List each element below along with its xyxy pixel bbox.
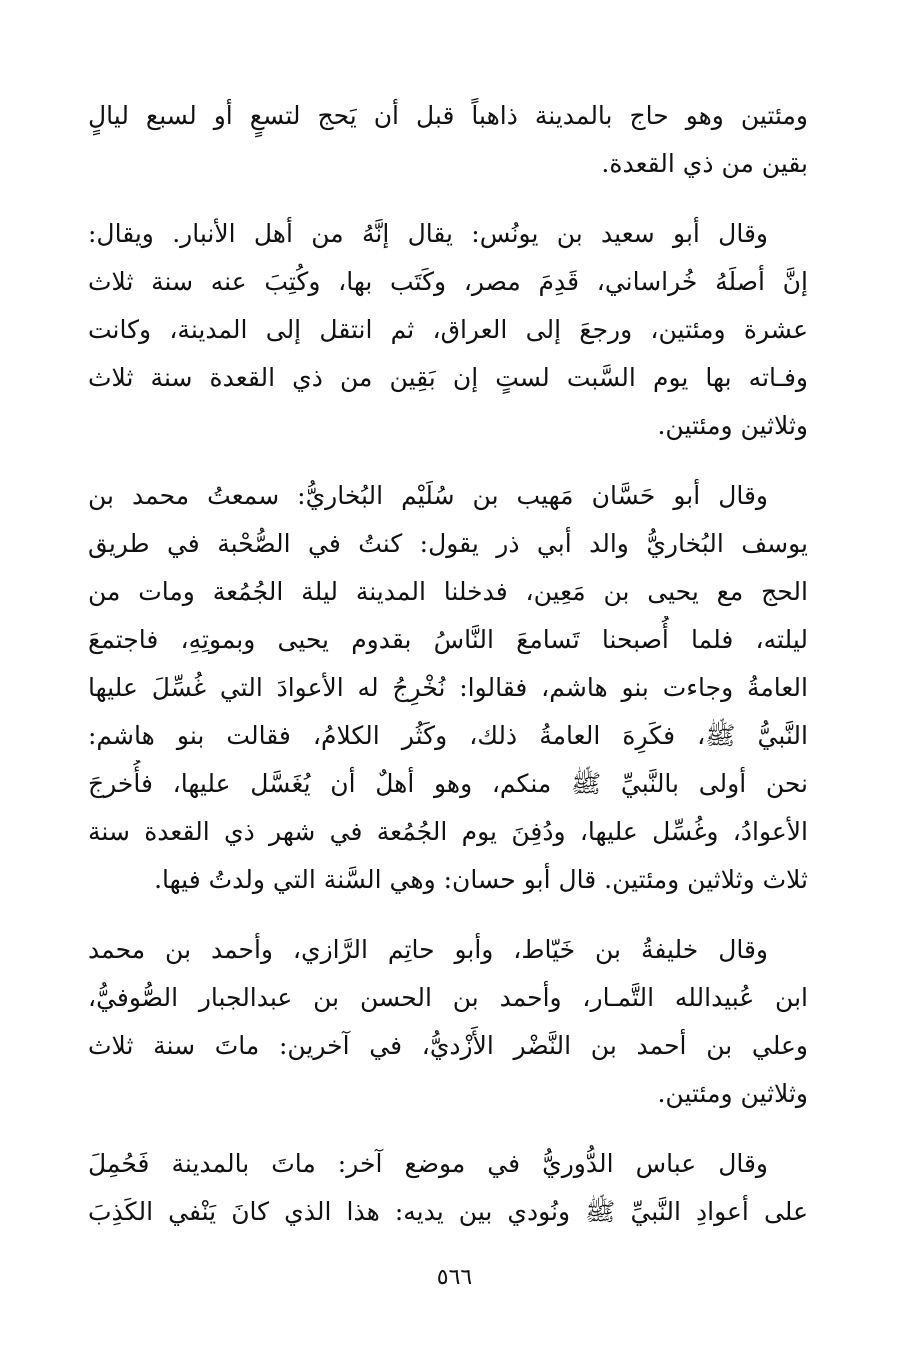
text-line: وعلي بن أحمد بن النَّضْر الأَزْديُّ، في آخرين: ماتَ سنة ثلاث	[88, 1031, 808, 1060]
text-line: ومئتين وهو حاج بالمدينة ذاهباً قبل أن يَحج لتسعٍ أو لسبع ليالٍ	[88, 101, 808, 130]
text-line: وثلاثين ومئتين.	[657, 411, 808, 440]
text-line: على أعوادِ النَّبيِّ ﷺ ونُودي بين يديه: هذا الذي كانَ يَنْفي الكَذِبَ	[88, 1197, 808, 1226]
text-line: وقال خليفةُ بن خَيّاط، وأبو حاتِم الرَّازي، وأحمد بن محمد	[88, 935, 768, 964]
paragraph-2	[88, 210, 808, 450]
text-line: نحن أولى بالنَّبيِّ ﷺ منكم، وهو أهلٌ أن يُغَسَّل عليها، فأُخرجَ	[88, 769, 808, 798]
text-line: وثلاثين ومئتين.	[657, 1079, 808, 1108]
text-line: يوسف البُخاريُّ والد أبي ذر يقول: كنتُ في الصُّحْبة في طريق	[88, 529, 808, 558]
paragraph-3	[88, 472, 808, 904]
text-line: وقال أبو حَسَّان مَهيب بن سُلَيْم البُخاريُّ: سمعتُ محمد بن	[88, 481, 768, 510]
text-line: النَّبيُّ ﷺ، فكَرِهَ العامةُ ذلك، وكَثُر الكلامُ، فقالت بنو هاشم:	[88, 721, 808, 750]
text-line: بقين من ذي القعدة.	[601, 149, 808, 178]
text-line: عشرة ومئتين، ورجعَ إلى العراق، ثم انتقل إلى المدينة، وكانت	[88, 315, 808, 344]
page-number: ٥٦٦	[436, 1265, 473, 1290]
text-line: وقال عباس الدُّوريُّ في موضع آخر: ماتَ بالمدينة فَحُمِلَ	[88, 1149, 768, 1178]
text-line: ابن عُبيدالله التَّمـار، وأحمد بن الحسن بن عبدالجبار الصُّوفيُّ،	[88, 983, 808, 1012]
paragraph-4	[88, 926, 808, 1118]
text-line: ثلاث وثلاثين ومئتين. قال أبو حسان: وهي السَّنة التي ولدتُ فيها.	[154, 865, 808, 894]
text-line: ليلته، فلما أُصبحنا تَسامعَ النَّاسُ بقدوم يحيى وبموتِهِ، فاجتمعَ	[88, 625, 808, 654]
page-body	[88, 92, 808, 1258]
text-line: وقال أبو سعيد بن يونُس: يقال إنَّهُ من أهل الأنبار. ويقال:	[88, 219, 768, 248]
text-line: إنَّ أصلَهُ خُراساني، قَدِمَ مصر، وكَتَب بها، وكُتِبَ عنه سنة ثلاث	[88, 267, 808, 296]
text-line: وفـاته بها يوم السَّبت لستٍ إن بَقِين من ذي القعدة سنة ثلاث	[88, 363, 808, 392]
paragraph-1	[88, 92, 808, 188]
text-line: الحج مع يحيى بن مَعِين، فدخلنا المدينة ليلة الجُمُعة ومات من	[88, 577, 808, 606]
paragraph-5	[88, 1140, 808, 1236]
text-line: الأعوادُ، وغُسِّل عليها، ودُفِنَ يوم الجُمُعة في شهر ذي القعدة سنة	[88, 817, 808, 846]
text-line: العامةُ وجاءت بنو هاشم، فقالوا: نُخْرِجُ له الأعوادَ التي غُسِّلَ عليها	[88, 673, 808, 702]
